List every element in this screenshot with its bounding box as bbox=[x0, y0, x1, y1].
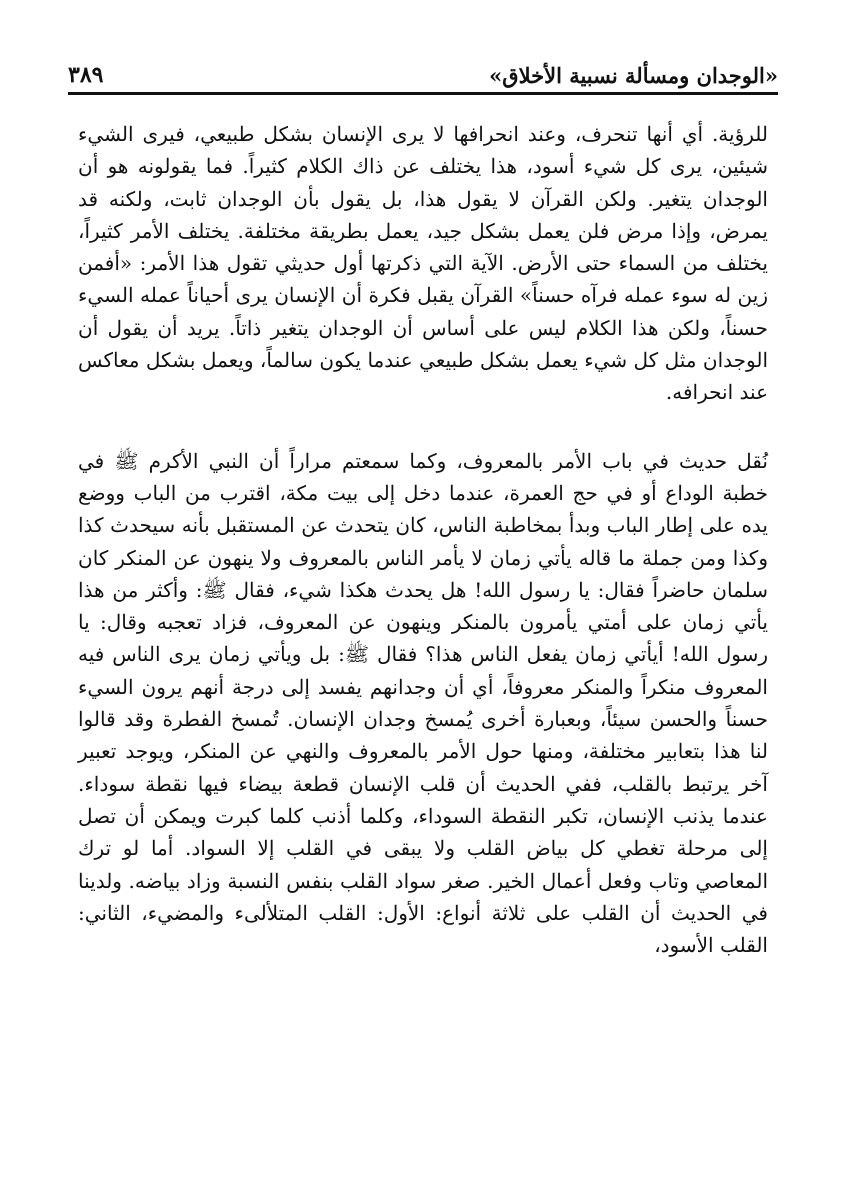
running-title: «الوجدان ومسألة نسبية الأخلاق» bbox=[489, 63, 778, 88]
paragraph: نُقل حديث في باب الأمر بالمعروف، وكما سمعتم مراراً أن النبي الأكرم ﷺ في خطبة الوداع أو في حج العمرة، عندما دخل إلى بيت مكة، اقترب من الباب ووضع يده على إطار الباب وبدأ بمخاطبة الناس، كان يتحدث عن المستقبل بأنه سيحدث كذا وكذا ومن جملة ما قاله يأتي زمان لا يأمر الناس بالمعروف ولا ينهون عن المنكر كان سلمان حاضراً فقال: يا رسول الله! هل يحدث هكذا شيء، فقال ﷺ: وأكثر من هذا يأتي زمان على أمتي يأمرون بالمنكر وينهون عن المعروف، فزاد تعجبه وقال: يا رسول الله! أيأتي زمان يفعل الناس هذا؟ فقال ﷺ: بل ويأتي زمان يرى الناس فيه المعروف منكراً والمنكر معروفاً، أي أن وجدانهم يفسد إلى درجة أنهم يرون السيء حسناً والحسن سيئاً، وبعبارة أخرى يُمسخ وجدان الإنسان. تُمسخ الفطرة وقد قالوا لنا هذا بتعابير مختلفة، ومنها حول الأمر بالمعروف والنهي عن المنكر، ويوجد تعبير آخر يرتبط بالقلب، ففي الحديث أن قلب الإنسان قطعة بيضاء فيها نقطة سوداء. عندما يذنب الإنسان، تكبر النقطة السوداء، وكلما أذنب كلما كبرت ويمكن أن تصل إلى مرحلة تغطي كل بياض القلب ولا يبقى في القلب إلا السواد. أما لو ترك المعاصي وتاب وفعل أعمال الخير. صغر سواد القلب بنفس النسبة وزاد بياضه. ولدينا في الحديث أن القلب على ثلاثة أنواع: الأول: القلب المتلألىء والمضيء، الثاني: القلب الأسود، bbox=[78, 448, 768, 958]
page-header bbox=[68, 50, 778, 95]
page-number: ٣٨٩ bbox=[68, 62, 104, 88]
body-text bbox=[78, 118, 768, 961]
paragraph: للرؤية. أي أنها تنحرف، وعند انحرافها لا يرى الإنسان بشكل طبيعي، فيرى الشيء شيئين، يرى كل شيء أسود، هذا يختلف عن ذاك الكلام كثيراً. فما يقولونه هو أن الوجدان يتغير. ولكن القرآن لا يقول هذا، بل يقول بأن الوجدان ثابت، ولكنه قد يمرض، وإذا مرض فلن يعمل بشكل جيد، يعمل بطريقة مختلفة. يختلف الأمر كثيراً، يختلف من السماء حتى الأرض. الآية التي ذكرتها أول حديثي تقول هذا الأمر: «أفمن زين له سوء عمله فرآه حسناً» القرآن يقبل فكرة أن الإنسان يرى أحياناً عمله السيء حسناً، ولكن هذا الكلام ليس على أساس أن الوجدان يتغير ذاتاً. يريد أن يقول أن الوجدان مثل كل شيء يعمل بشكل طبيعي عندما يكون سالماً، ويعمل بشكل معاكس عند انحرافه. bbox=[78, 122, 768, 405]
